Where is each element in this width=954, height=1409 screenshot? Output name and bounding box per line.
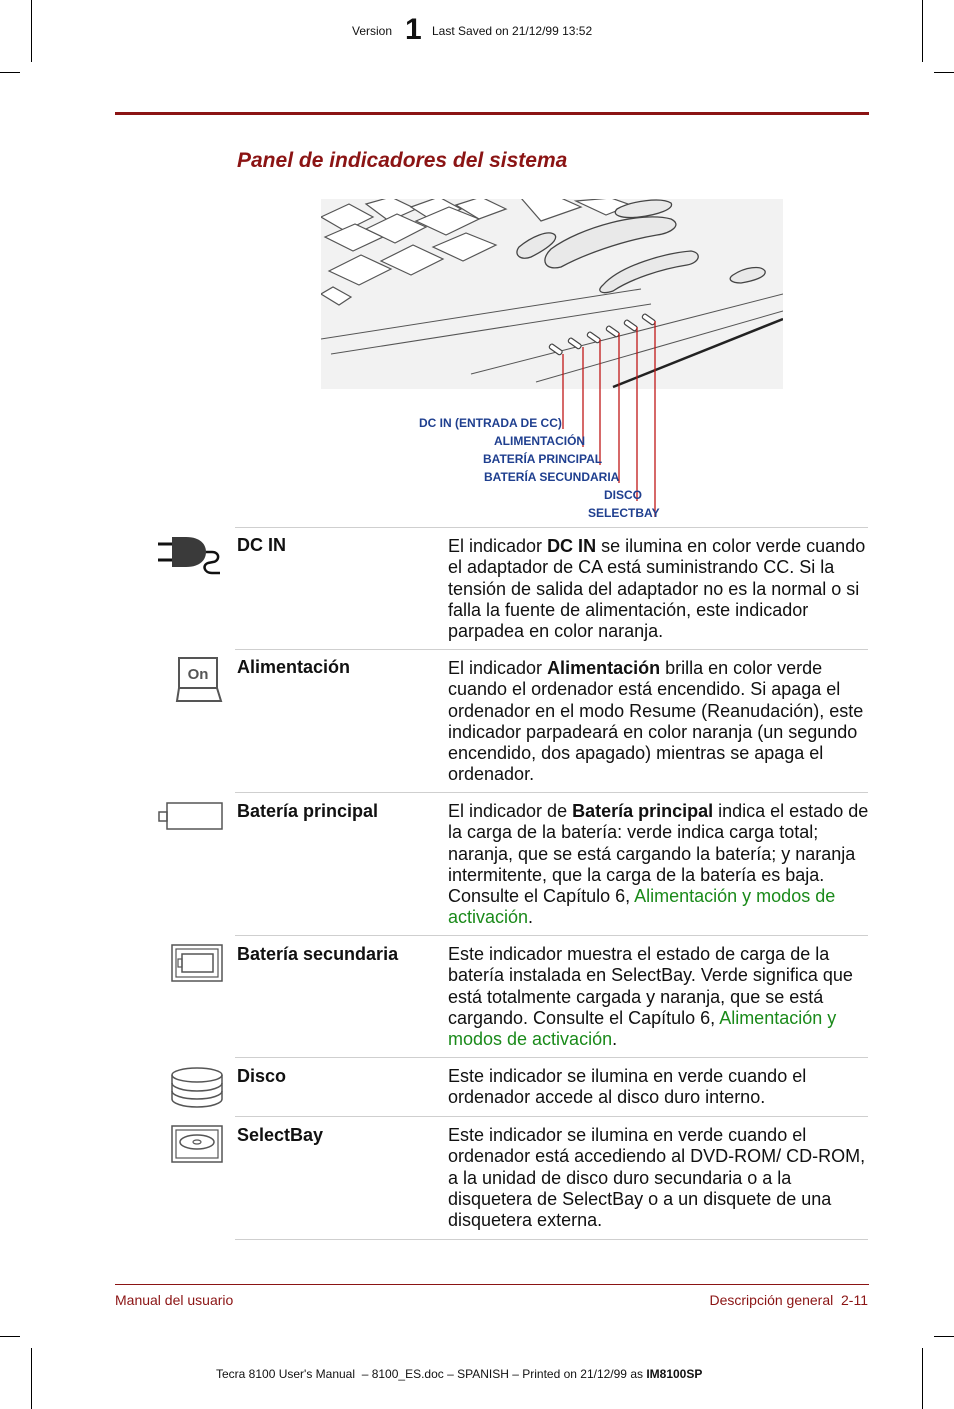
description-text: se ilumina en color verde cuando el adaptador de CA está suministrando CC. Si la tensión de salida del adaptador no es la normal o si falla la fuente de alimentación, este indicador parpadea en color naranja. [448,536,866,642]
footer-left: Manual del usuario [115,1292,234,1308]
chapter-link[interactable]: Alimentación y modos de activación [448,886,836,928]
print-line [216,1367,702,1381]
crop-mark [0,72,20,73]
secondary-battery-icon [170,943,224,983]
description-bateria-secundaria [448,944,870,1050]
print-code: IM8100SP [646,1367,703,1381]
main-battery-icon [158,801,224,831]
description-text: Este indicador se ilumina en verde cuando el ordenador accede al disco duro interno. [448,1066,807,1108]
chapter-link[interactable]: Alimentación y modos de activación [448,1007,837,1050]
description-text: El indicador [448,536,548,556]
description-disco [448,1066,870,1109]
crop-mark [31,0,32,62]
bold-term: DC IN [547,536,597,556]
print-line-text: Tecra 8100 User's Manual – 8100_ES.doc – SPANISH – Printed on 21/12/99 as [216,1367,647,1381]
description-dc-in [448,536,870,642]
selectbay-icon [170,1124,224,1164]
figure-label-alimentacion: ALIMENTACIÓN [494,434,586,448]
version-label: Version [352,24,393,38]
svg-text:On: On [187,666,209,683]
crop-mark [922,0,923,62]
section-title: Panel de indicadores del sistema [237,149,568,172]
top-rule [115,112,869,115]
figure-label-bateria-principal: BATERÍA PRINCIPAL [483,452,603,466]
description-text: Este indicador muestra el estado de carga de la batería instalada en SelectBay. Verde significa que está totalmente cargada y naranja, que se está cargando. Consulte el Capítulo 6, [448,944,853,1028]
crop-mark [31,1348,32,1409]
figure-label-disco: DISCO [604,488,643,502]
bold-term: Alimentación [547,658,661,678]
crop-mark [934,1336,954,1337]
bottom-rule [115,1284,869,1285]
description-text: . [612,1029,618,1050]
description-text: brilla en color verde cuando el ordenador está encendido. Si apaga el ordenador en el modo Resume (Reanudación), este indicador parpadeará en color naranja (un segundo encendido, dos apagado) mientras se apaga el ordenador. [448,658,864,785]
term-selectbay: SelectBay [237,1125,324,1145]
dc-in-plug-icon [156,535,224,579]
disk-icon [170,1066,224,1110]
last-saved: Last Saved on 21/12/99 13:52 [432,24,593,38]
figure-label-dc-in: DC IN (ENTRADA DE CC) [419,416,562,430]
description-bateria-principal [448,801,870,929]
description-text: Este indicador se ilumina en verde cuando el ordenador está accediendo al DVD-ROM/ CD-ROM, a la unidad de disco duro secundaria o a la disquetera de SelectBay o a un disquete de una disquetera externa. [448,1125,866,1231]
description-alimentacion [448,658,870,786]
description-text: El indicador de [448,801,573,821]
term-alimentacion: Alimentación [237,657,351,677]
description-text: El indicador [448,658,548,678]
term-disco: Disco [237,1066,287,1086]
crop-mark [922,1348,923,1409]
description-text: . [528,907,534,928]
crop-mark [934,72,954,73]
description-text: indica el estado de la carga de la batería: verde indica carga total; naranja, que se está cargando la batería; y naranja intermitente, que la carga de la batería es baja. Consulte el Capítulo 6, [448,801,869,907]
bold-term: Batería principal [572,801,714,821]
version-number: 1 [405,13,422,46]
term-dc-in: DC IN [237,535,286,555]
term-bateria-principal: Batería principal [237,801,379,821]
term-bateria-secundaria: Batería secundaria [237,944,399,964]
footer-right: Descripción general 2-11 [709,1292,868,1308]
figure-label-bateria-secundaria: BATERÍA SECUNDARIA [484,470,620,484]
figure-label-selectbay: SELECTBAY [588,506,660,520]
crop-mark [0,1336,20,1337]
description-selectbay [448,1125,870,1231]
power-on-icon [174,656,224,706]
